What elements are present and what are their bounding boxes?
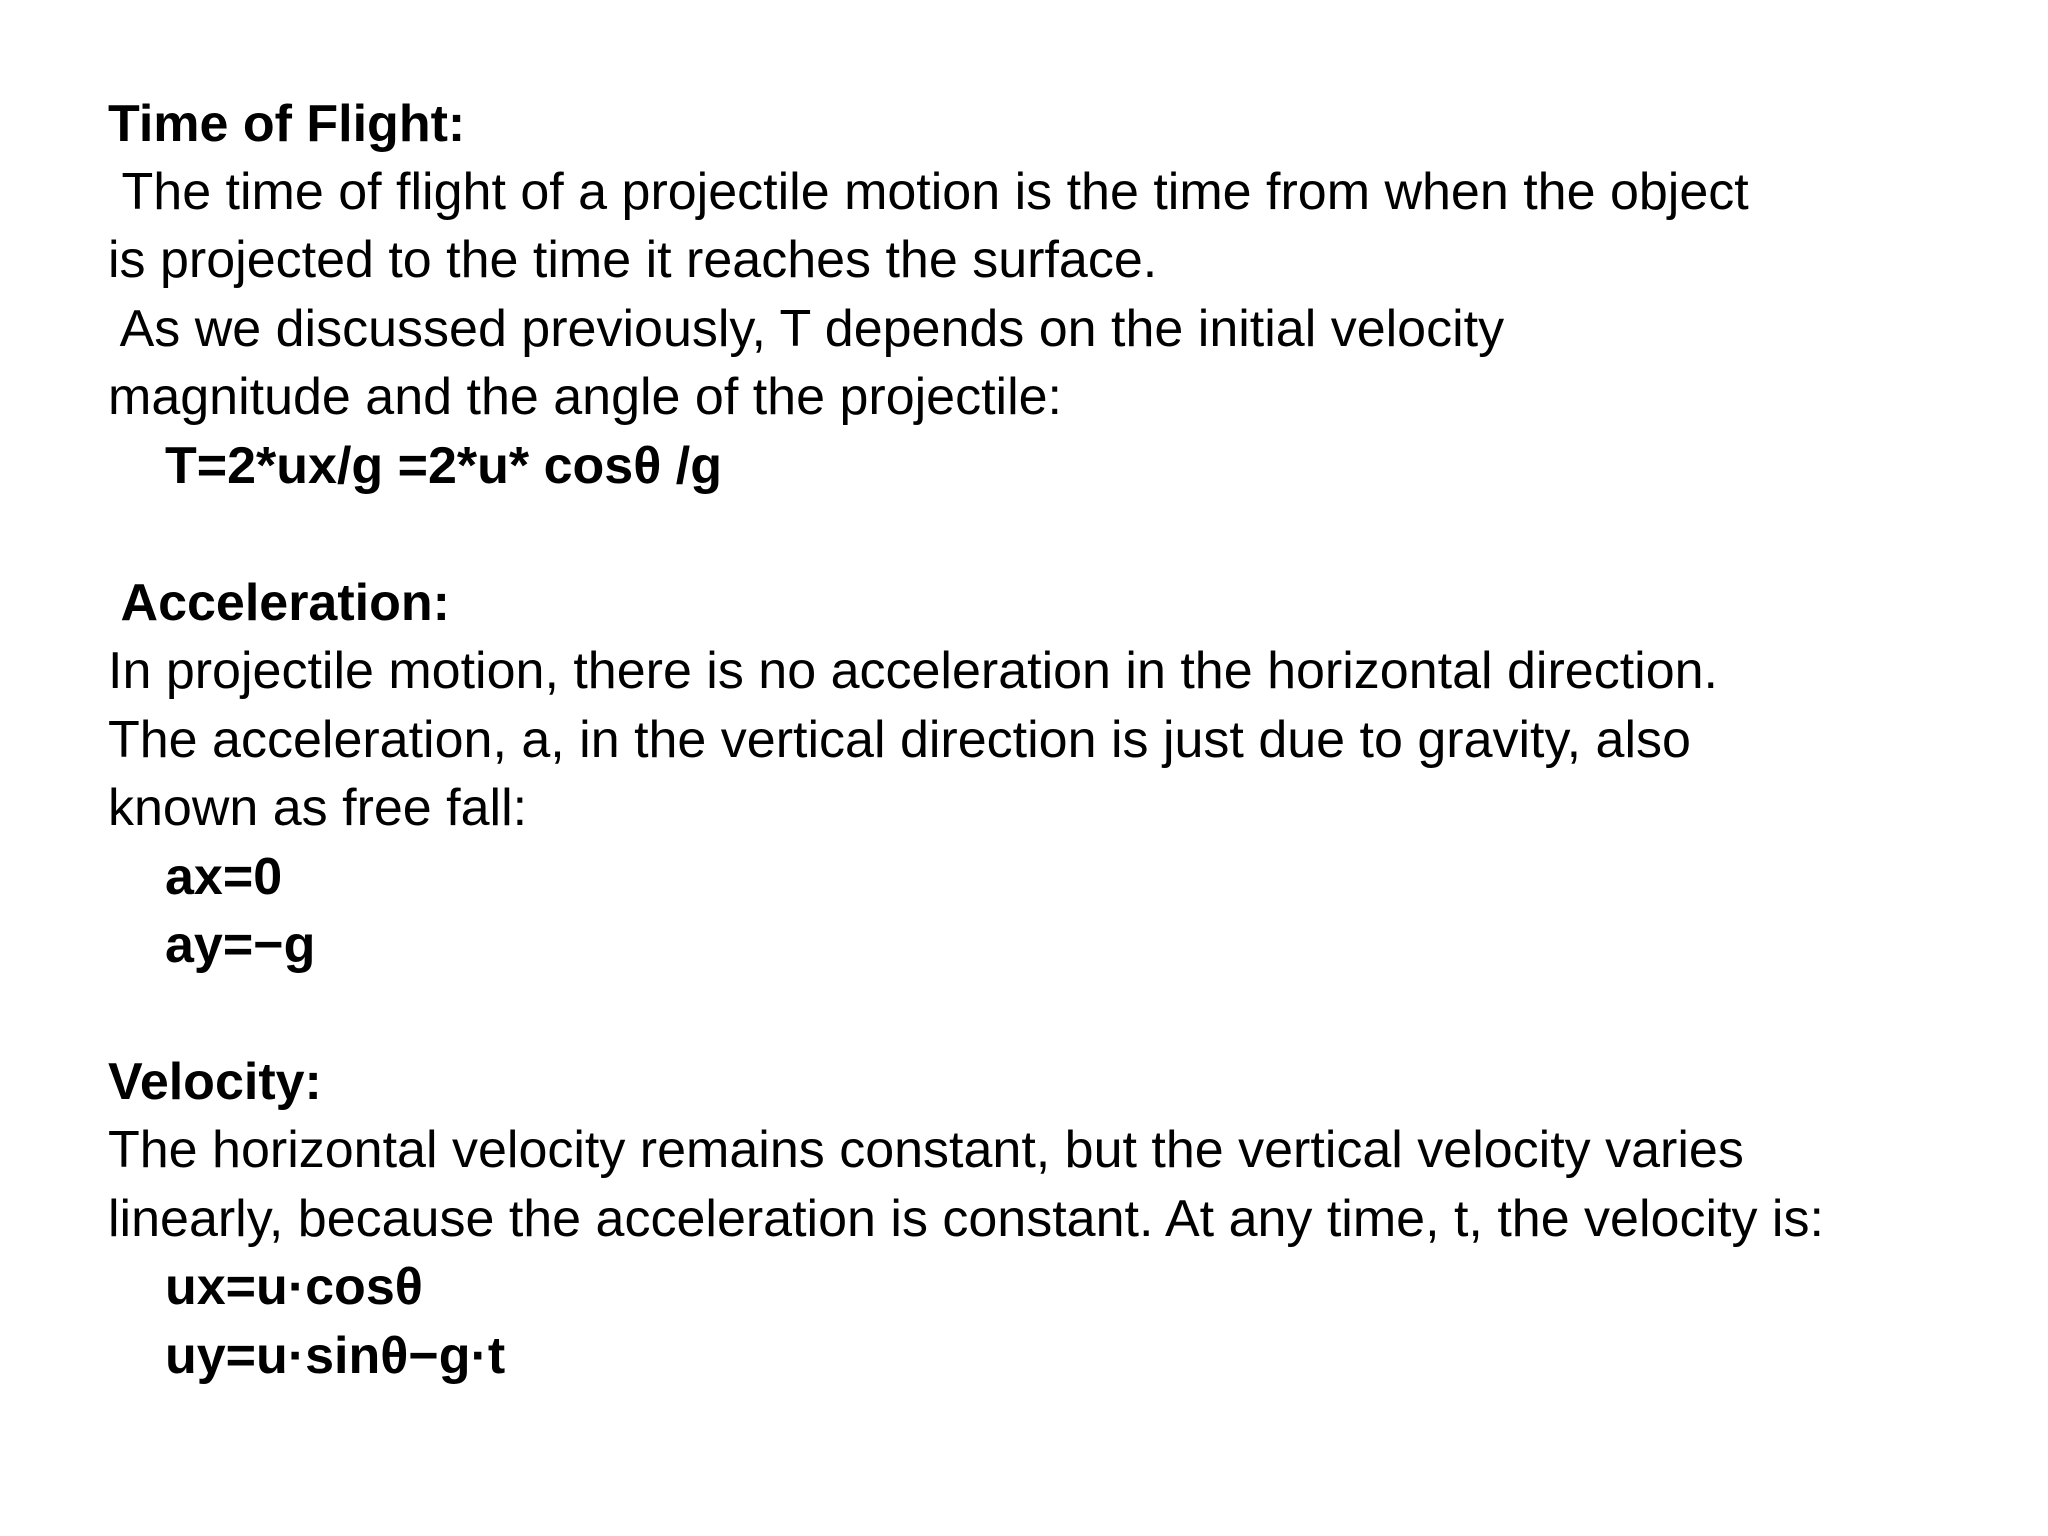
velocity-formula-ux: ux=u·cosθ	[165, 1258, 423, 1316]
time-of-flight-text-line-2: is projected to the time it reaches the surface.	[108, 231, 1158, 289]
time-of-flight-text-line-1: The time of flight of a projectile motion is the time from when the object	[108, 163, 1749, 221]
acceleration-formula-ax: ax=0	[165, 848, 283, 906]
time-of-flight-formula: T=2*ux/g =2*u* cosθ /g	[165, 437, 722, 495]
acceleration-text-line-2: The acceleration, a, in the vertical direction is just due to gravity, also	[108, 711, 1691, 769]
time-of-flight-heading: Time of Flight:	[108, 95, 466, 153]
velocity-heading: Velocity:	[108, 1053, 322, 1111]
velocity-formula-uy: uy=u·sinθ−g·t	[165, 1327, 506, 1385]
acceleration-heading: Acceleration:	[108, 574, 450, 632]
time-of-flight-text-line-4: magnitude and the angle of the projectile:	[108, 368, 1063, 426]
time-of-flight-text-line-3: As we discussed previously, T depends on the initial velocity	[108, 300, 1505, 358]
acceleration-text-line-3: known as free fall:	[108, 779, 528, 837]
velocity-text-line-1: The horizontal velocity remains constant, but the vertical velocity varies	[108, 1121, 1744, 1179]
acceleration-formula-ay: ay=−g	[165, 916, 316, 974]
acceleration-text-line-1: In projectile motion, there is no acceleration in the horizontal direction.	[108, 642, 1718, 700]
velocity-text-line-2: linearly, because the acceleration is constant. At any time, t, the velocity is:	[108, 1190, 1824, 1248]
